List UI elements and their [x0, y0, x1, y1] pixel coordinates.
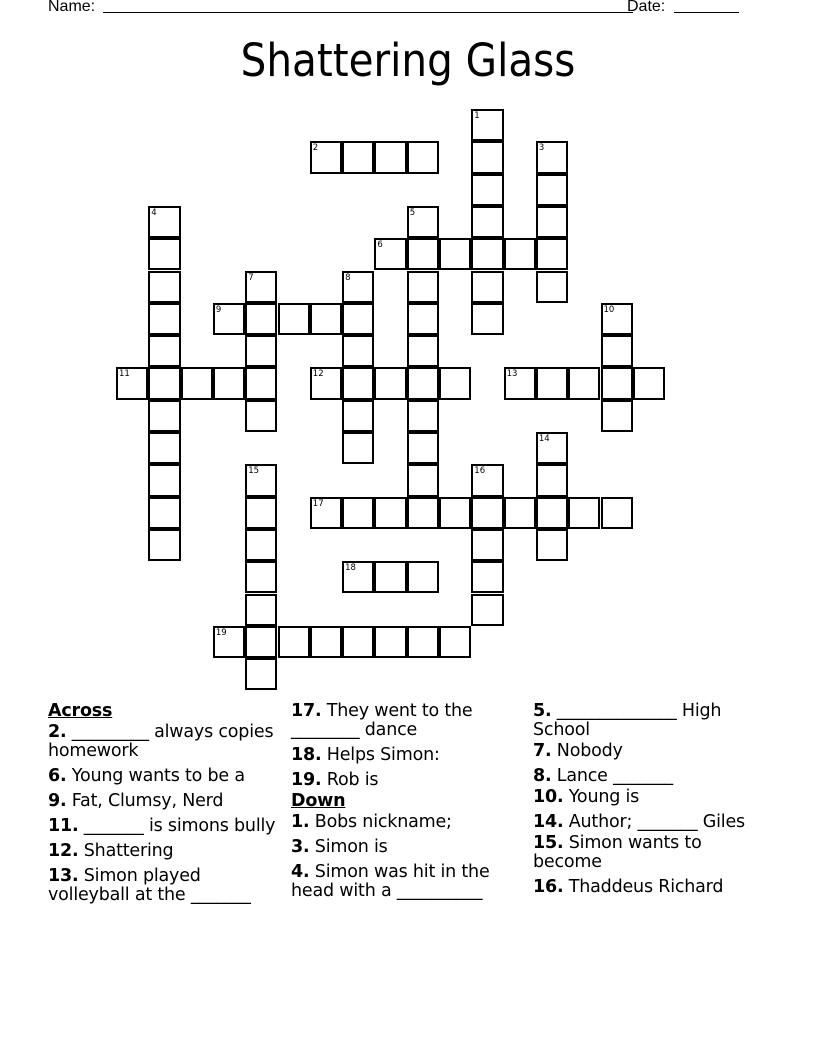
grid-cell[interactable] [601, 367, 633, 399]
clue-down-1 [291, 813, 523, 832]
clue-across-18 [291, 746, 523, 765]
grid-cell[interactable] [342, 335, 374, 367]
grid-cell[interactable] [471, 594, 503, 626]
grid-cell[interactable] [633, 367, 665, 399]
clue-text: Simon is [309, 837, 388, 857]
grid-cell[interactable] [536, 141, 568, 173]
date-label: Date: [627, 0, 666, 15]
name-label: Name: [48, 0, 96, 15]
clue-text: _________ always copies homework [48, 722, 274, 761]
clue-text: Simon was hit in the head with a __________ [291, 862, 490, 901]
grid-cell[interactable] [471, 109, 503, 141]
grid-cell[interactable] [245, 367, 277, 399]
grid-cell[interactable] [245, 561, 277, 593]
grid-cell[interactable] [374, 238, 406, 270]
clue-number: 6. [48, 766, 67, 786]
grid-cell[interactable] [407, 497, 439, 529]
clue-number-label: 4 [151, 207, 157, 218]
clues-column-2 [291, 702, 523, 907]
grid-cell[interactable] [245, 335, 277, 367]
clue-number: 7. [533, 741, 552, 761]
clue-down-7 [533, 742, 773, 761]
clue-down-8 [533, 767, 773, 786]
clue-text: Nobody [551, 741, 623, 761]
clue-number: 17. [291, 701, 322, 721]
clue-text: Bobs nickname; [309, 812, 452, 832]
grid-cell[interactable] [536, 367, 568, 399]
grid-cell[interactable] [342, 626, 374, 658]
clue-down-3 [291, 838, 523, 857]
clue-number-label: 2 [312, 143, 319, 154]
clue-text: Shattering [78, 841, 174, 861]
grid-cell[interactable] [310, 367, 342, 399]
grid-cell[interactable] [245, 529, 277, 561]
grid-cell[interactable] [536, 497, 568, 529]
grid-cell[interactable] [245, 497, 277, 529]
grid-cell[interactable] [407, 400, 439, 432]
clue-down-4 [291, 863, 523, 901]
grid-cell[interactable] [601, 497, 633, 529]
grid-cell[interactable] [536, 174, 568, 206]
grid-cell[interactable] [407, 464, 439, 496]
grid-cell[interactable] [568, 367, 600, 399]
grid-cell[interactable] [342, 432, 374, 464]
grid-cell[interactable] [504, 367, 536, 399]
grid-cell[interactable] [374, 497, 406, 529]
clue-text: Author; _______ Giles [563, 812, 745, 832]
clue-down-15 [533, 834, 773, 872]
grid-cell[interactable] [601, 303, 633, 335]
clue-text: They went to the ________ dance [291, 701, 473, 740]
grid-cell[interactable] [310, 497, 342, 529]
grid-cell[interactable] [471, 529, 503, 561]
grid-cell[interactable] [116, 367, 148, 399]
grid-cell[interactable] [342, 497, 374, 529]
grid-cell[interactable] [245, 400, 277, 432]
clue-number: 2. [48, 722, 67, 742]
grid-cell[interactable] [213, 367, 245, 399]
grid-cell[interactable] [148, 271, 180, 303]
clue-number: 10. [533, 787, 564, 807]
grid-cell[interactable] [407, 271, 439, 303]
grid-cell[interactable] [536, 464, 568, 496]
grid-cell[interactable] [471, 497, 503, 529]
grid-cell[interactable] [148, 400, 180, 432]
clue-number-label: 8 [345, 272, 351, 283]
grid-cell[interactable] [407, 561, 439, 593]
grid-cell[interactable] [471, 303, 503, 335]
grid-cell[interactable] [374, 141, 406, 173]
clue-text: Helps Simon: [321, 745, 440, 765]
clue-across-6 [48, 767, 280, 786]
grid-cell[interactable] [245, 303, 277, 335]
clue-number-label: 17 [312, 498, 324, 509]
clue-across-11 [48, 817, 280, 836]
grid-cell[interactable] [407, 335, 439, 367]
clue-number-label: 19 [215, 627, 227, 638]
grid-cell[interactable] [407, 626, 439, 658]
grid-cell[interactable] [148, 464, 180, 496]
clue-number-label: 15 [248, 466, 260, 477]
grid-cell[interactable] [471, 174, 503, 206]
clue-text: Simon played volleyball at the _______ [48, 866, 251, 905]
clue-text: Young is [563, 787, 640, 807]
clue-number: 1. [291, 812, 310, 832]
clue-number-label: 5 [409, 207, 416, 218]
grid-cell[interactable] [407, 367, 439, 399]
grid-cell[interactable] [310, 303, 342, 335]
grid-cell[interactable] [278, 303, 310, 335]
clue-across-2 [48, 723, 280, 761]
clue-down-16 [533, 878, 773, 897]
clue-number-label: 16 [474, 466, 486, 477]
grid-cell[interactable] [536, 432, 568, 464]
clue-text: Lance _______ [551, 766, 673, 786]
grid-cell[interactable] [536, 529, 568, 561]
grid-cell[interactable] [148, 238, 180, 270]
clue-number: 15. [533, 833, 564, 853]
grid-cell[interactable] [471, 141, 503, 173]
grid-cell[interactable] [504, 497, 536, 529]
grid-cell[interactable] [601, 400, 633, 432]
grid-cell[interactable] [278, 626, 310, 658]
grid-cell[interactable] [407, 141, 439, 173]
clue-number-label: 18 [345, 563, 356, 574]
clue-number-label: 10 [603, 304, 615, 315]
grid-cell[interactable] [374, 626, 406, 658]
clue-text: Rob is [321, 770, 379, 790]
grid-cell[interactable] [342, 271, 374, 303]
grid-cell[interactable] [245, 271, 277, 303]
clue-number-label: 9 [215, 304, 222, 315]
clue-number: 11. [48, 816, 79, 836]
clue-number: 9. [48, 791, 67, 811]
across-heading: Across [48, 701, 113, 721]
grid-cell[interactable] [213, 626, 245, 658]
grid-cell[interactable] [342, 141, 374, 173]
grid-cell[interactable] [407, 238, 439, 270]
clue-number: 8. [533, 766, 552, 786]
grid-cell[interactable] [245, 626, 277, 658]
grid-cell[interactable] [407, 432, 439, 464]
clue-across-19 [291, 771, 523, 790]
grid-cell[interactable] [536, 238, 568, 270]
clue-number: 4. [291, 862, 310, 882]
clue-text: Young wants to be a [66, 766, 245, 786]
grid-cell[interactable] [439, 238, 471, 270]
clues-column-1 [48, 702, 280, 911]
clue-number: 3. [291, 837, 310, 857]
grid-cell[interactable] [374, 561, 406, 593]
grid-cell[interactable] [342, 561, 374, 593]
clue-number-label: 13 [506, 369, 518, 380]
grid-cell[interactable] [407, 206, 439, 238]
grid-cell[interactable] [310, 626, 342, 658]
clue-number: 16. [533, 877, 564, 897]
clue-number: 13. [48, 866, 79, 886]
clue-number: 19. [291, 770, 322, 790]
down-heading: Down [291, 791, 346, 811]
puzzle-title: Shattering Glass [240, 34, 576, 87]
grid-cell[interactable] [536, 271, 568, 303]
clue-number: 14. [533, 812, 564, 832]
grid-cell[interactable] [148, 206, 180, 238]
grid-cell[interactable] [181, 367, 213, 399]
grid-cell[interactable] [245, 594, 277, 626]
grid-cell[interactable] [601, 335, 633, 367]
grid-cell[interactable] [342, 400, 374, 432]
grid-cell[interactable] [536, 206, 568, 238]
clue-number-label: 11 [119, 369, 130, 380]
grid-cell[interactable] [374, 367, 406, 399]
clue-number: 12. [48, 841, 79, 861]
grid-cell[interactable] [471, 561, 503, 593]
grid-cell[interactable] [407, 303, 439, 335]
clue-down-10 [533, 788, 773, 807]
grid-cell[interactable] [148, 497, 180, 529]
grid-cell[interactable] [439, 497, 471, 529]
grid-cell[interactable] [568, 497, 600, 529]
grid-cell[interactable] [245, 464, 277, 496]
grid-cell[interactable] [439, 626, 471, 658]
clue-text: Thaddeus Richard [563, 877, 724, 897]
grid-cell[interactable] [471, 238, 503, 270]
clue-across-9 [48, 792, 280, 811]
grid-cell[interactable] [148, 529, 180, 561]
clue-number-label: 1 [474, 111, 480, 121]
clue-number: 5. [533, 701, 552, 721]
clue-text: ______________ High School [533, 701, 722, 740]
clue-number: 18. [291, 745, 322, 765]
grid-cell[interactable] [148, 432, 180, 464]
grid-cell[interactable] [148, 303, 180, 335]
clue-text: Fat, Clumsy, Nerd [66, 791, 224, 811]
clue-number-label: 6 [377, 240, 383, 251]
grid-cell[interactable] [245, 658, 277, 690]
clue-number-label: 12 [312, 369, 324, 380]
grid-cell[interactable] [148, 335, 180, 367]
clue-across-13 [48, 867, 280, 905]
grid-cell[interactable] [471, 464, 503, 496]
grid-cell[interactable] [439, 367, 471, 399]
clue-text: Simon wants to become [533, 833, 702, 872]
grid-cell[interactable] [342, 367, 374, 399]
clue-across-12 [48, 842, 280, 861]
clues-column-3 [533, 702, 773, 903]
grid-cell[interactable] [504, 238, 536, 270]
grid-cell[interactable] [310, 141, 342, 173]
clue-text: _______ is simons bully [78, 816, 276, 836]
clue-number-label: 3 [538, 143, 545, 154]
grid-cell[interactable] [213, 303, 245, 335]
grid-cell[interactable] [471, 271, 503, 303]
clue-down-5 [533, 702, 773, 740]
grid-cell[interactable] [342, 303, 374, 335]
clue-across-17 [291, 702, 523, 740]
grid-cell[interactable] [148, 367, 180, 399]
clue-number-label: 14 [538, 434, 550, 444]
clue-down-14 [533, 813, 773, 832]
clue-number-label: 7 [248, 272, 254, 283]
grid-cell[interactable] [471, 206, 503, 238]
